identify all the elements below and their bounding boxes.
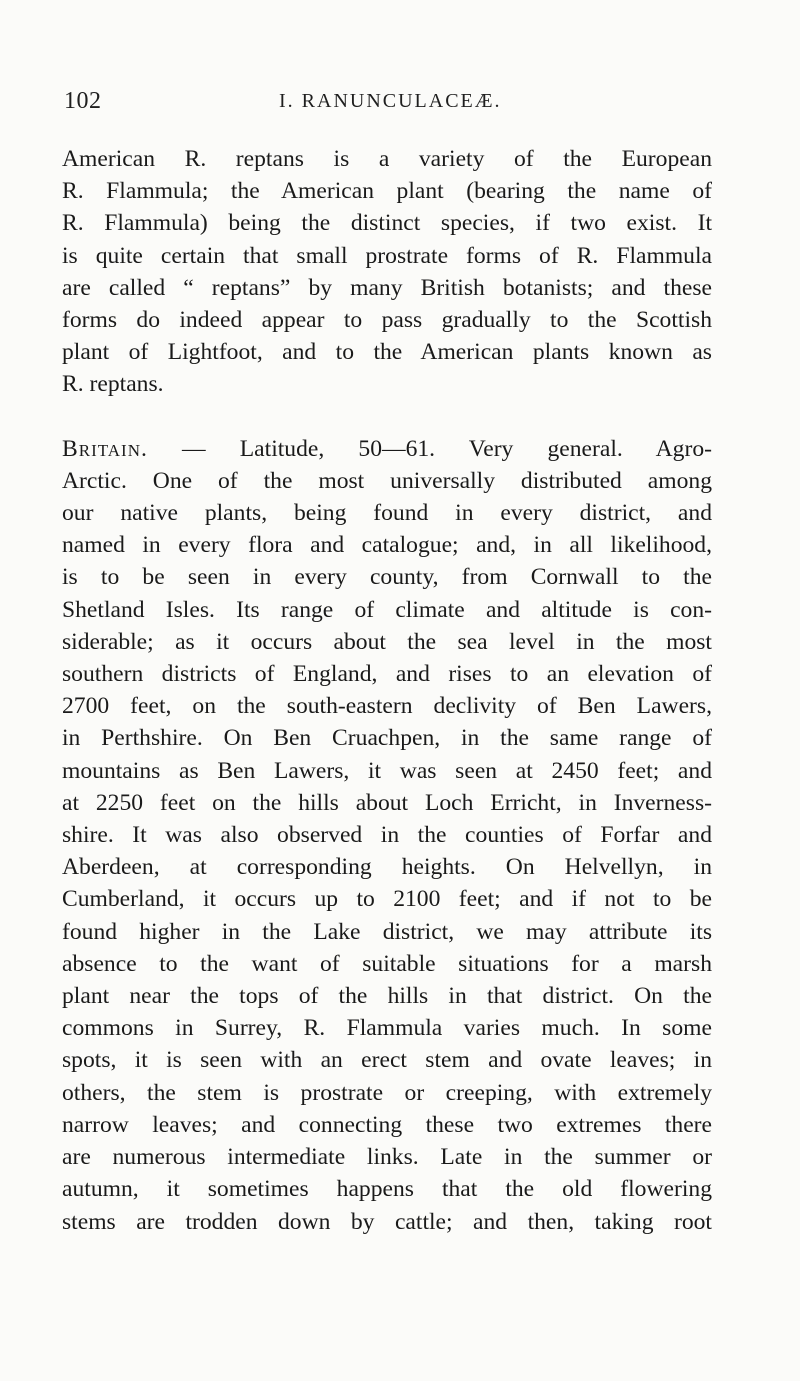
text-line: 2700 feet, on the south-eastern declivity of Ben Lawers, [62, 693, 712, 720]
text-line: our native plants, being found in every district, and [62, 500, 712, 527]
text-line: found higher in the Lake district, we may attribute its [62, 918, 712, 945]
text-line: Aberdeen, at corresponding heights. On Helvellyn, in [62, 854, 712, 881]
text-line: mountains as Ben Lawers, it was seen at 2450 feet; and [62, 757, 712, 784]
text-line: in Perthshire. On Ben Cruachpen, in the same range of [62, 725, 712, 752]
page-number: 102 [64, 88, 102, 114]
text-line: plant of Lightfoot, and to the American plants known as [62, 339, 712, 366]
text-line: named in every flora and catalogue; and, in all likelihood, [62, 532, 712, 559]
running-head: I. RANUNCULACEÆ. [279, 90, 502, 112]
text-line: stems are trodden down by cattle; and then, taking root [62, 1208, 712, 1235]
text-line: Shetland Isles. Its range of climate and altitude is con- [62, 596, 712, 623]
text-line: forms do indeed appear to pass gradually to the Scottish [62, 307, 712, 334]
text-line: are numerous intermediate links. Late in the summer or [62, 1144, 712, 1171]
text-line: shire. It was also observed in the counties of Forfar and [62, 822, 712, 849]
text-line: spots, it is seen with an erect stem and ovate leaves; in [62, 1047, 712, 1074]
text-line: southern districts of England, and rises to an elevation of [62, 661, 712, 688]
text-line: Cumberland, it occurs up to 2100 feet; and if not to be [62, 886, 712, 913]
text-line: absence to the want of suitable situations for a marsh [62, 950, 712, 977]
paragraph-2 [62, 433, 712, 1238]
section-lead-word: Britain. [62, 435, 148, 462]
text-line: American R. reptans is a variety of the European [62, 146, 712, 172]
text-line-rest: — Latitude, 50—61. Very general. Agro- [147, 435, 712, 462]
text-line: R. Flammula) being the distinct species, if two exist. It [62, 210, 712, 237]
text-line: R. reptans. [62, 371, 164, 398]
text-line: is to be seen in every county, from Cornwall to the [62, 564, 712, 591]
text-line-first [62, 433, 712, 465]
text-line: commons in Surrey, R. Flammula varies much. In some [62, 1015, 712, 1042]
text-line: plant near the tops of the hills in that district. On the [62, 983, 712, 1010]
text-line: R. Flammula; the American plant (bearing the name of [62, 178, 712, 205]
text-line: at 2250 feet on the hills about Loch Erricht, in Inverness- [62, 789, 712, 816]
text-line: siderable; as it occurs about the sea level in the most [62, 628, 712, 655]
text-line: autumn, it sometimes happens that the old flowering [62, 1176, 712, 1203]
body-text [62, 143, 712, 1238]
paragraph-1 [62, 143, 712, 401]
text-line: are called “ reptans” by many British botanists; and these [62, 274, 712, 301]
page-header [64, 88, 714, 118]
text-line: narrow leaves; and connecting these two extremes there [62, 1111, 712, 1138]
text-line: Arctic. One of the most universally distributed among [62, 467, 712, 494]
text-line: is quite certain that small prostrate forms of R. Flammula [62, 242, 712, 269]
text-line: others, the stem is prostrate or creeping, with extremely [62, 1079, 712, 1106]
